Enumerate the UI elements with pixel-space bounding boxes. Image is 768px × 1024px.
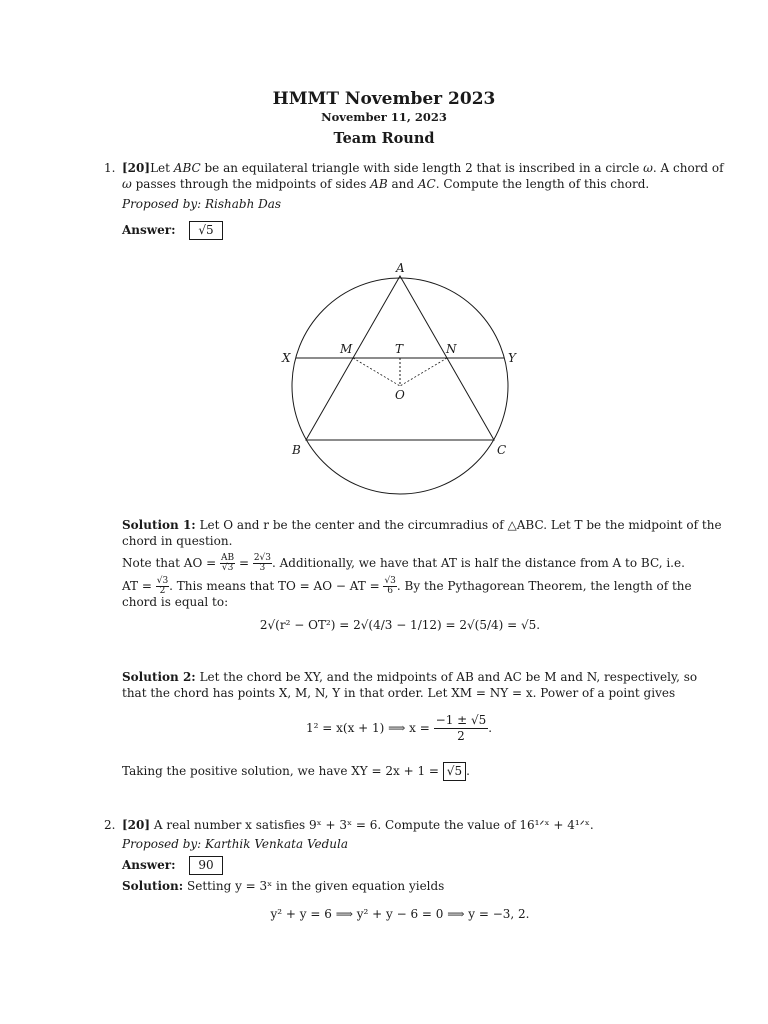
label-y: Y	[508, 351, 516, 365]
frac-num: −1 ± √5	[435, 713, 487, 727]
frac-den: 6	[387, 586, 394, 596]
page-title: HMMT November 2023	[272, 89, 496, 109]
solution-1-display-equation: 2√(r² − OT²) = 2√(4/3 − 1/12) = 2√(5/4) = √5.	[259, 618, 541, 632]
label-o: O	[395, 388, 405, 402]
problem-1-text-a: Let	[150, 161, 174, 175]
solution-2-end: .	[466, 764, 470, 778]
solution-text: Setting y = 3ˣ in the given equation yields	[183, 879, 445, 893]
problem-2-number: 2.	[104, 818, 116, 832]
solution-2-label: Solution 2:	[122, 670, 196, 684]
var-ab: AB	[370, 177, 388, 191]
solution-1-text-4a: AT =	[122, 579, 156, 593]
label-m: M	[340, 342, 353, 356]
solution-1-label: Solution 1:	[122, 518, 196, 532]
label-x: X	[282, 351, 291, 365]
solution-2-line3	[122, 762, 470, 781]
solution-1-text-4b: . This means that TO = AO − AT =	[169, 579, 384, 593]
label-a: A	[396, 261, 405, 275]
problem-2-answer	[122, 856, 223, 875]
problem-2-solution	[122, 878, 444, 894]
frac-num: AB	[221, 553, 235, 563]
equals-sign: =	[235, 556, 253, 570]
fraction-ab-over-root3	[220, 554, 235, 573]
round-title: Team Round	[333, 130, 435, 147]
fraction-root3-over-6	[383, 577, 396, 596]
frac-num: √3	[156, 576, 169, 586]
problem-1-answer	[122, 221, 223, 240]
display-left: 1² = x(x + 1) ⟹ x =	[306, 721, 434, 735]
problem-1-text-b: be an equilateral triangle with side length 2 that is inscribed in a circle	[200, 161, 644, 175]
label-t: T	[395, 342, 404, 356]
problem-1-text-e: . Compute the length of this chord.	[435, 177, 650, 191]
problem-2-points: [20]	[122, 818, 151, 832]
solution-1-text-1: Let O and r be the center and the circumradius of △ABC. Let T be the midpoint of the	[195, 518, 722, 532]
var-ac: AC	[417, 177, 436, 191]
solution-1-text-3a: Note that AO =	[122, 556, 220, 570]
frac-num: 2√3	[253, 553, 271, 563]
geometry-figure	[270, 255, 530, 505]
answer-box: √5	[189, 221, 222, 240]
solution-2-display-equation	[306, 713, 492, 744]
solution-2-line1	[122, 669, 697, 685]
segment-no	[400, 358, 447, 386]
solution-2-answer-box: √5	[443, 762, 466, 781]
problem-1-text-d: passes through the midpoints of sides	[131, 177, 371, 191]
answer-label: Answer:	[122, 223, 176, 237]
solution-1-text-3b: . Additionally, we have that AT is half the distance from A to BC, i.e.	[272, 556, 685, 570]
problem-2-statement	[122, 817, 594, 833]
solution-1-line1	[122, 517, 722, 533]
var-omega: ω	[643, 161, 653, 175]
problem-2-proposed-by: Proposed by: Karthik Venkata Vedula	[122, 837, 349, 851]
frac-den: √3	[221, 563, 234, 573]
solution-1-line3	[122, 554, 685, 573]
problem-2-display-equation: y² + y = 6 ⟹ y² + y − 6 = 0 ⟹ y = −3, 2.	[270, 907, 530, 921]
label-b: B	[292, 443, 301, 457]
solution-2-line2: that the chord has points X, M, N, Y in that order. Let XM = NY = x. Power of a point gives	[122, 686, 676, 700]
solution-label: Solution:	[122, 879, 184, 893]
frac-den: 2	[159, 586, 166, 596]
problem-1-statement-line2	[122, 176, 649, 192]
quadratic-fraction	[434, 713, 489, 744]
segment-mo	[353, 358, 400, 386]
problem-1-proposed-by: Proposed by: Rishabh Das	[122, 197, 282, 211]
problem-2-text: A real number x satisfies 9ˣ + 3ˣ = 6. Compute the value of 16¹ᐟˣ + 4¹ᐟˣ.	[150, 818, 594, 832]
problem-1-points: [20]	[122, 161, 151, 175]
solution-1-line2: chord in question.	[122, 534, 233, 548]
solution-2-text-1: Let the chord be XY, and the midpoints of AB and AC be M and N, respectively, so	[195, 670, 698, 684]
answer-label-2: Answer:	[122, 858, 176, 872]
answer-box-2: 90	[189, 856, 222, 875]
problem-1-text-and: and	[387, 177, 418, 191]
frac-den: 2	[457, 729, 465, 743]
var-abc: ABC	[173, 161, 201, 175]
solution-1-text-4c: . By the Pythagorean Theorem, the length of the	[396, 579, 692, 593]
contest-date: November 11, 2023	[321, 110, 447, 124]
frac-den: 3	[259, 563, 266, 573]
fraction-2root3-over-3	[253, 554, 272, 573]
solution-1-line5: chord is equal to:	[122, 595, 229, 609]
problem-1-text-c: . A chord of	[652, 161, 724, 175]
label-n: N	[446, 342, 457, 356]
var-omega-2: ω	[122, 177, 132, 191]
problem-1-number: 1.	[104, 161, 116, 175]
display-end: .	[488, 721, 493, 735]
frac-num: √3	[384, 576, 396, 586]
problem-1-statement-line1	[122, 160, 724, 176]
solution-2-text-3: Taking the positive solution, we have XY = 2x + 1 =	[122, 764, 443, 778]
label-c: C	[497, 443, 507, 457]
